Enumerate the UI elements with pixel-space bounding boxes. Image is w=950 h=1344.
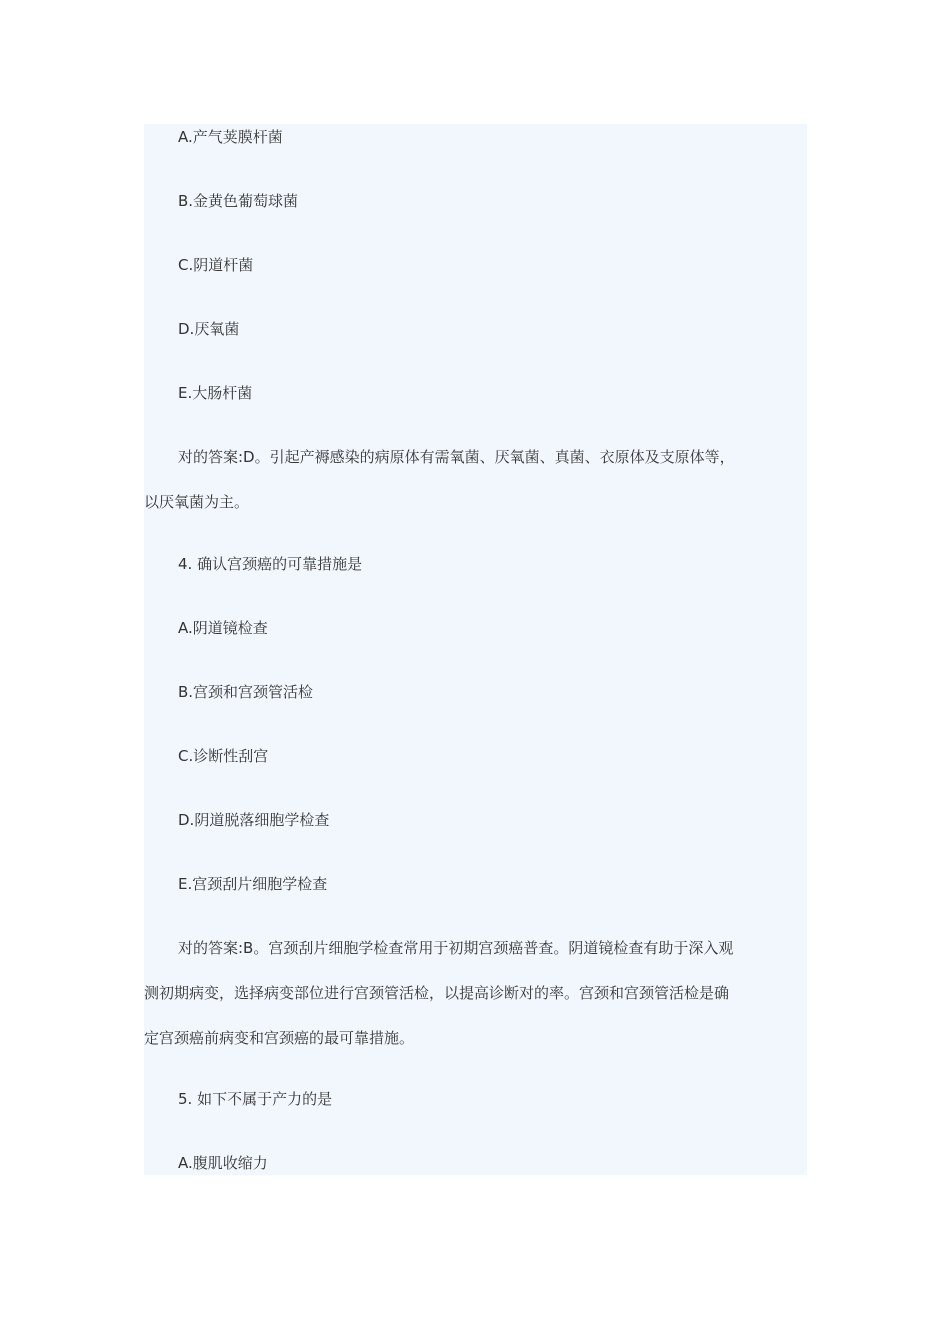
answer-q4-line-2: 测初期病变，选择病变部位进行宫颈管活检，以提高诊断对的率。宫颈和宫颈管活检是确 (144, 984, 730, 1002)
option-e-q4: E.宫颈刮片细胞学检查 (178, 875, 328, 893)
question-5: 5. 如下不属于产力的是 (178, 1090, 333, 1108)
document-content (144, 124, 807, 1175)
option-c-q3: C.阴道杆菌 (178, 256, 254, 274)
option-a-q4: A.阴道镜检查 (178, 619, 268, 637)
option-b-q3: B.金黄色葡萄球菌 (178, 192, 299, 210)
option-d-q3: D.厌氧菌 (178, 320, 240, 338)
option-a-q5: A.腹肌收缩力 (178, 1154, 268, 1172)
answer-q4-line-1: 对的答案:B。宫颈刮片细胞学检查常用于初期宫颈癌普查。阴道镜检查有助于深入观 (178, 939, 734, 957)
answer-q4-line-3: 定宫颈癌前病变和宫颈癌的最可靠措施。 (144, 1029, 415, 1047)
option-e-q3: E.大肠杆菌 (178, 384, 253, 402)
option-a-q3: A.产气荚膜杆菌 (178, 128, 283, 146)
option-c-q4: C.诊断性刮宫 (178, 747, 269, 765)
option-b-q4: B.宫颈和宫颈管活检 (178, 683, 314, 701)
answer-q3-line-1: 对的答案:D。引起产褥感染的病原体有需氧菌、厌氧菌、真菌、衣原体及支原体等， (178, 448, 735, 466)
question-4: 4. 确认宫颈癌的可靠措施是 (178, 555, 363, 573)
option-d-q4: D.阴道脱落细胞学检查 (178, 811, 330, 829)
answer-q3-line-2: 以厌氧菌为主。 (144, 493, 250, 511)
